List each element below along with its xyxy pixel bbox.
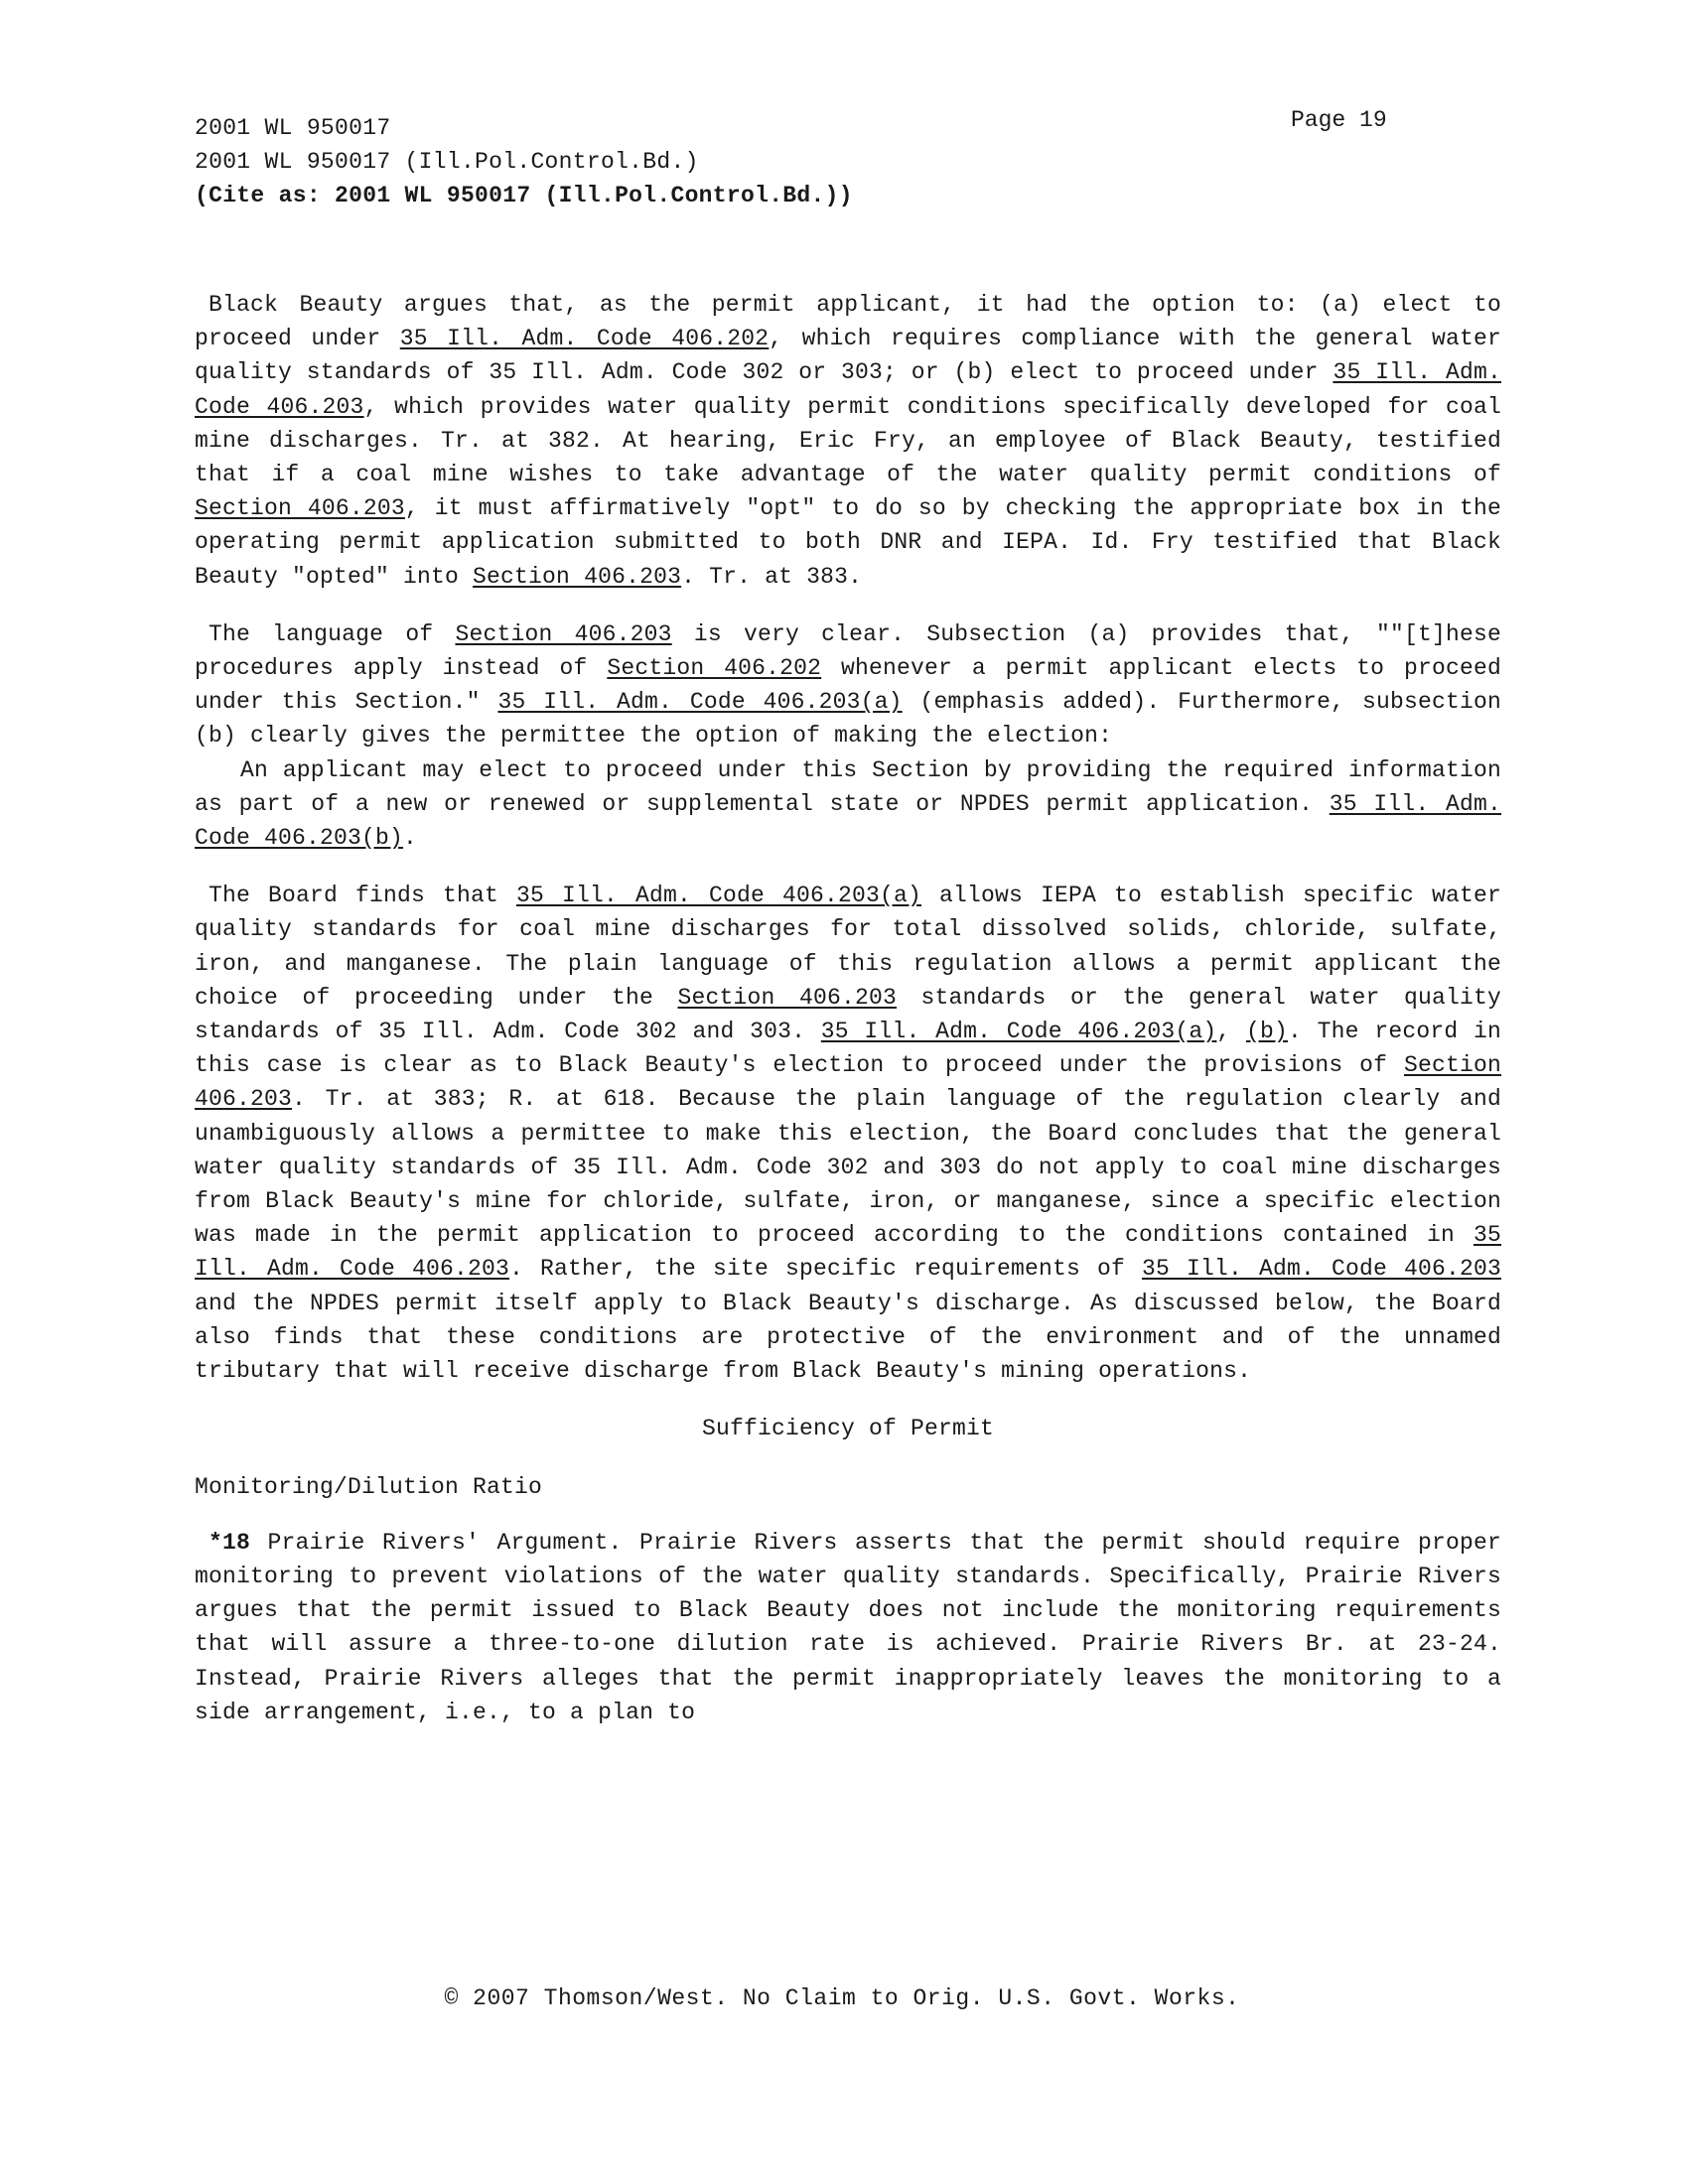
citation-link[interactable]: Section 406.202 bbox=[607, 655, 822, 682]
text: , which requires compliance with the general water quality standards of 35 Ill. Adm. Code 302 or 303; or (b) elect to proceed under bbox=[195, 326, 1501, 386]
subheading: Monitoring/Dilution Ratio bbox=[195, 1473, 543, 1500]
citation-link[interactable]: Section 406.203 bbox=[677, 984, 897, 1011]
text: Black Beauty argues that, as the permit applicant, it had the option to: (a) elect to proceed under bbox=[195, 292, 1501, 352]
text: is very clear. Subsection (a) provides that, ""[t]hese procedures apply instead of bbox=[195, 620, 1501, 682]
text: standards or the general water quality standards of 35 Ill. Adm. Code 302 and 303. bbox=[195, 984, 1501, 1045]
block-quote bbox=[195, 753, 1501, 856]
text: The language of bbox=[209, 620, 456, 647]
text: Prairie Rivers' Argument. Prairie Rivers asserts that the permit should require proper monitoring to prevent violations of the water quality standards. Specifically, Prairie Rivers argues that the permit issued to Black Beauty does not include the monitoring requirements that will assure a three-to-one dilution rate is achieved. Prairie Rivers Br. at 23-24. Instead, Prairie Rivers alleges that the permit inappropriately leaves the monitoring to a side arrangement, i.e., to a plan to bbox=[195, 1529, 1501, 1725]
citation-link[interactable]: 35 Ill. Adm. Code 406.203(a) bbox=[515, 883, 921, 909]
citation-link[interactable]: 35 Ill. Adm. Code 406.203(b) bbox=[195, 790, 1501, 852]
text: , bbox=[1216, 1019, 1247, 1045]
header-cite-as-line: (Cite as: 2001 WL 950017 (Ill.Pol.Control.Bd.)) bbox=[195, 183, 853, 208]
text: . The record in this case is clear as to Black Beauty's election to proceed under the provisions of bbox=[195, 1019, 1501, 1079]
header-court-line: 2001 WL 950017 (Ill.Pol.Control.Bd.) bbox=[195, 149, 699, 175]
paragraph-board-finds bbox=[195, 879, 1501, 1388]
citation-link[interactable]: (b) bbox=[1246, 1019, 1289, 1045]
paragraph-black-beauty-argument bbox=[195, 288, 1501, 594]
citation-link[interactable]: 35 Ill. Adm. Code 406.202 bbox=[399, 326, 770, 352]
citation-link[interactable]: Section 406.203 bbox=[455, 620, 672, 647]
citation-link[interactable]: 35 Ill. Adm. Code 406.203 bbox=[195, 1222, 1501, 1283]
header-citation-line: 2001 WL 950017 bbox=[195, 115, 391, 141]
text: and the NPDES permit itself apply to Black Beauty's discharge. As discussed below, the Board also finds that these conditions are protective of the environment and of the unnamed tributary that will receive discharge from Black Beauty's mining operations. bbox=[195, 1290, 1501, 1385]
text: , it must affirmatively "opt" to do so by checking the appropriate box in the operating permit application submitted to both DNR and IEPA. Id. Fry testified that Black Beauty "opted" into bbox=[195, 495, 1501, 590]
text: . Rather, the site specific requirements of bbox=[509, 1256, 1142, 1283]
page-number: Page 19 bbox=[1291, 107, 1387, 133]
text: . bbox=[403, 825, 418, 852]
citation-link[interactable]: 35 Ill. Adm. Code 406.203 bbox=[195, 359, 1501, 420]
text: , which provides water quality permit conditions specifically developed for coal mine discharges. Tr. at 382. At hearing, Eric Fry, an employee of Black Beauty, testified that if a coal mine wishes to take advantage of the water quality permit conditions of bbox=[195, 393, 1501, 488]
paragraph-prairie-rivers-argument bbox=[195, 1526, 1501, 1729]
citation-link[interactable]: 35 Ill. Adm. Code 406.203(a) bbox=[820, 1019, 1217, 1045]
copyright-footer: © 2007 Thomson/West. No Claim to Orig. U.S. Govt. Works. bbox=[444, 1985, 1240, 2011]
text: allows IEPA to establish specific water quality standards for coal mine discharges for total dissolved solids, chloride, sulfate, iron, and manganese. The plain language of this regulation allows a permit applicant the choice of proceeding under the bbox=[195, 883, 1501, 1011]
text: . Tr. at 383; R. at 618. Because the plain language of the regulation clearly and unambiguously allows a permittee to make this election, the Board concludes that the general water quality standards of 35 Ill. Adm. Code 302 and 303 do not apply to coal mine discharges from Black Beauty's mine for chloride, sulfate, iron, or manganese, since a specific election was made in the permit application to proceed according to the conditions contained in bbox=[195, 1086, 1501, 1249]
text: whenever a permit applicant elects to proceed under this Section." bbox=[195, 655, 1501, 716]
document-body bbox=[195, 288, 1501, 1753]
citation-link[interactable]: Section 406.203 bbox=[195, 495, 405, 522]
citation-link[interactable]: Section 406.203 bbox=[195, 1052, 1501, 1113]
citation-link[interactable]: Section 406.203 bbox=[473, 563, 682, 590]
text: . Tr. at 383. bbox=[681, 563, 863, 590]
citation-header bbox=[195, 111, 853, 212]
star-page-marker: *18 bbox=[209, 1529, 251, 1556]
paragraph-language-of-section bbox=[195, 617, 1501, 753]
citation-link[interactable]: 35 Ill. Adm. Code 406.203 bbox=[1141, 1256, 1501, 1283]
text: (emphasis added). Furthermore, subsection (b) clearly gives the permittee the option of making the election: bbox=[195, 689, 1501, 750]
text: An applicant may elect to proceed under this Section by providing the required information as part of a new or renewed or supplemental state or NPDES permit application. bbox=[195, 756, 1501, 817]
section-title: Sufficiency of Permit bbox=[701, 1416, 995, 1442]
citation-link[interactable]: 35 Ill. Adm. Code 406.203(a) bbox=[497, 689, 903, 716]
text: The Board finds that bbox=[209, 883, 516, 909]
